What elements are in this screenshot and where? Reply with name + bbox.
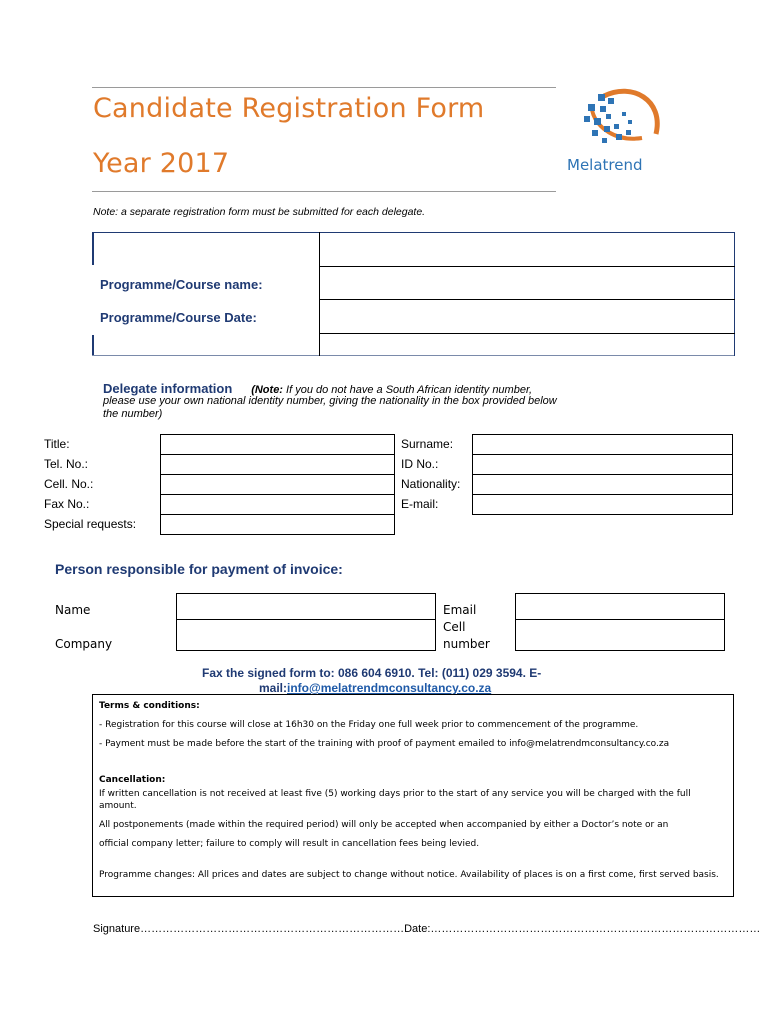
payment-email-label: Email	[443, 603, 477, 617]
id-field[interactable]	[472, 454, 733, 475]
delegate-note-line2: please use your own national identity number, giving the nationality in the box provided below	[103, 395, 557, 407]
header-top-rule	[92, 87, 556, 88]
special-requests-field[interactable]	[160, 514, 395, 535]
fax-email-prefix: mail:	[259, 681, 288, 695]
programme-box-divider	[319, 232, 320, 356]
cancellation-text-1: If written cancellation is not received at least five (5) working days prior to the start of any service you will be charged with the full amount.	[99, 789, 691, 811]
terms-heading: Terms & conditions:	[99, 701, 200, 711]
logo-text: Melatrend	[567, 156, 643, 174]
delegate-note-bold: (Note:	[251, 384, 283, 396]
email-field[interactable]	[472, 494, 733, 515]
melatrend-logo	[562, 82, 682, 180]
form-title: Candidate Registration Form	[93, 93, 485, 124]
terms-item-1: - Registration for this course will close at 16h30 on the Friday one full week prior to commencement of the programme.	[99, 720, 639, 730]
payment-name-label: Name	[55, 603, 91, 617]
title-field[interactable]	[160, 434, 395, 455]
surname-label: Surname:	[401, 437, 454, 451]
tel-field[interactable]	[160, 454, 395, 475]
delegate-heading: Delegate information	[103, 381, 233, 396]
programme-box-right	[734, 232, 735, 356]
payment-cell-label-2: number	[443, 637, 490, 651]
cancellation-heading: Cancellation:	[99, 775, 166, 785]
cancellation-text-3: official company letter; failure to comply will result in cancellation fees being levied.	[99, 839, 480, 849]
id-label: ID No.:	[401, 457, 439, 471]
programme-date-field[interactable]	[321, 301, 733, 332]
delegate-note-line1: If you do not have a South African identity number,	[282, 384, 533, 396]
fax-line1: Fax the signed form to: 086 604 6910. Tel: (011) 029 3594. E-	[202, 666, 542, 680]
header-bottom-rule	[92, 191, 556, 192]
signature-date-line[interactable]: Signature………………………………………………………………Date:………………………………………………………………………………	[93, 923, 761, 935]
nationality-label: Nationality:	[401, 477, 461, 491]
logo-graphic-icon	[562, 82, 682, 180]
payment-company-label: Company	[55, 637, 113, 651]
programme-date-label: Programme/Course Date:	[100, 310, 257, 325]
programme-field-bottom-rule	[319, 333, 735, 334]
payment-cell-label-1: Cell	[443, 620, 466, 634]
programme-field-top-rule	[319, 266, 735, 267]
payment-cell-field[interactable]	[515, 619, 725, 651]
cell-field[interactable]	[160, 474, 395, 495]
cancellation-text-2: All postponements (made within the required period) will only be accepted when accompanied by either a Doctor’s note or an	[99, 820, 669, 830]
nationality-field[interactable]	[472, 474, 733, 495]
programme-name-field[interactable]	[321, 268, 733, 298]
programme-box-left-bottom	[92, 335, 94, 355]
payment-company-field[interactable]	[176, 619, 436, 651]
fax-line2	[259, 681, 491, 695]
tel-label: Tel. No.:	[44, 457, 89, 471]
programme-field-mid-rule	[319, 299, 735, 300]
payment-name-field[interactable]	[176, 593, 436, 620]
terms-item-2: - Payment must be made before the start of the training with proof of payment emailed to info@melatrendmconsultancy.co.za	[99, 739, 670, 749]
fax-label: Fax No.:	[44, 497, 90, 511]
programme-name-label: Programme/Course name:	[100, 277, 263, 292]
surname-field[interactable]	[472, 434, 733, 455]
delegate-note-line3: the number)	[103, 408, 163, 420]
title-label: Title:	[44, 437, 70, 451]
programme-changes-text: Programme changes: All prices and dates are subject to change without notice. Availability of places is on a first come, first served basis.	[99, 870, 719, 880]
payment-heading: Person responsible for payment of invoice:	[55, 561, 343, 577]
special-requests-label: Special requests:	[44, 517, 137, 531]
programme-box-bottom	[92, 355, 735, 356]
programme-box-left-top	[92, 232, 94, 265]
form-year: Year 2017	[93, 148, 230, 179]
programme-box-top	[92, 232, 735, 233]
fax-email-link[interactable]: info@melatrendmconsultancy.co.za	[287, 681, 492, 695]
payment-email-field[interactable]	[515, 593, 725, 620]
fax-field[interactable]	[160, 494, 395, 515]
email-label: E-mail:	[401, 497, 439, 511]
header-note: Note: a separate registration form must be submitted for each delegate.	[93, 206, 426, 218]
cell-label: Cell. No.:	[44, 477, 94, 491]
